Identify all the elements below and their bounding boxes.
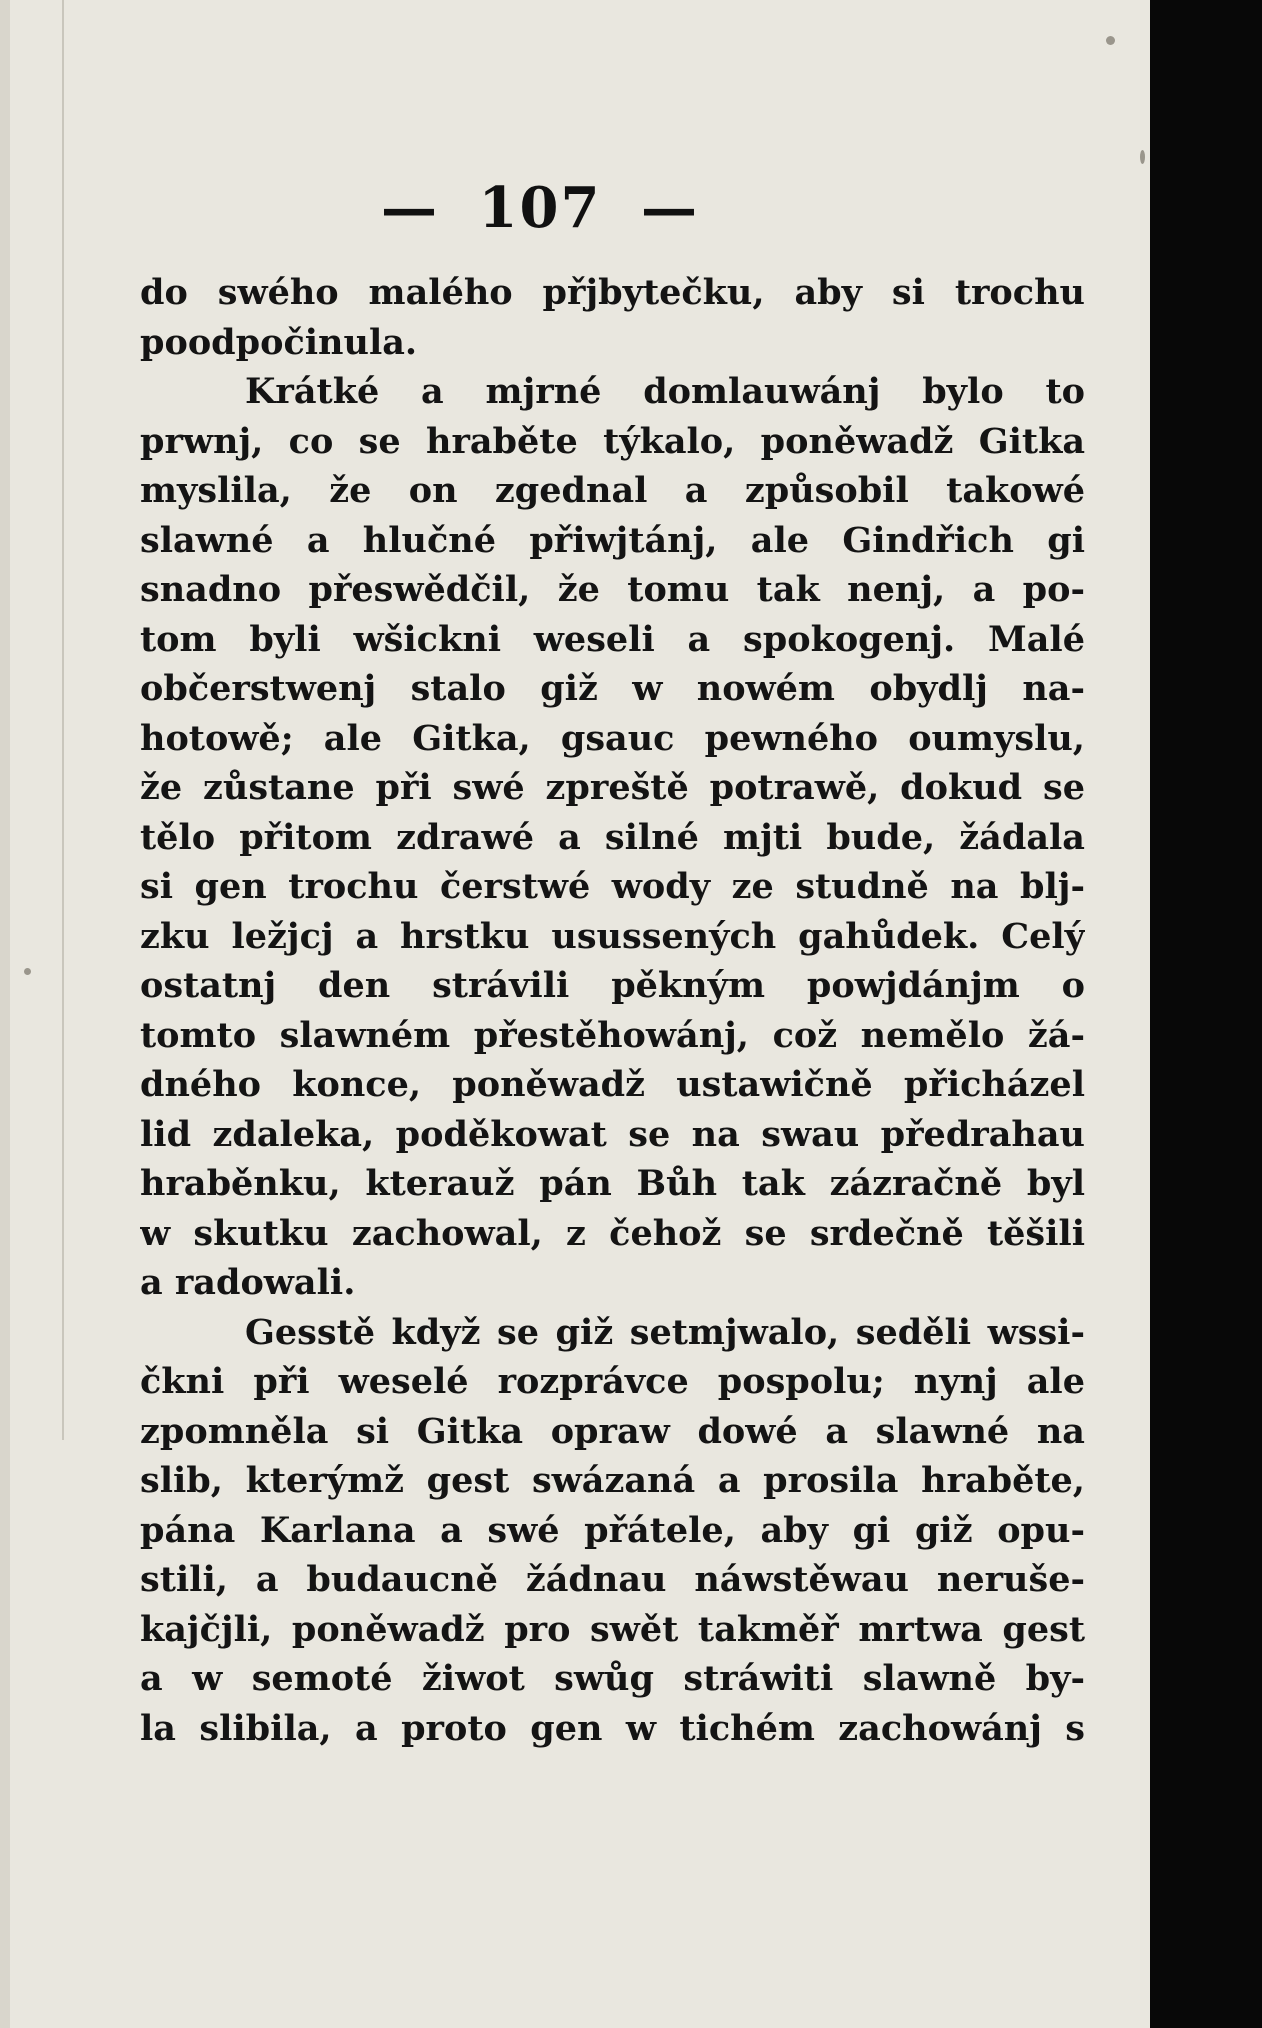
text-line: hraběnku, kterauž pán Bůh tak zázračně byl (140, 1163, 1085, 1204)
text-line: že zůstane při swé zpreště potrawě, dokud se (140, 767, 1085, 808)
text-line: Gesstě když se giž setmjwalo, seděli wssi- (245, 1311, 1085, 1353)
text-line: čkni při weselé rozprávce pospolu; nynj ale (140, 1361, 1085, 1402)
text-line: a radowali. (140, 1262, 356, 1303)
text-line: tomto slawném přestěhowánj, což nemělo žá- (140, 1014, 1085, 1056)
text-line: a w semoté žiwot swůg stráwiti slawně by- (140, 1658, 1085, 1699)
paper-spot (1140, 150, 1145, 164)
text-line: pána Karlana a swé přátele, aby gi giž opu- (140, 1509, 1085, 1551)
page-edge-left (0, 0, 10, 2028)
text-line: hotowě; ale Gitka, gsauc pewného oumyslu, (140, 717, 1085, 759)
page-number: 107 (478, 175, 602, 241)
header-dash-right: — (640, 175, 699, 241)
body-text (140, 268, 1085, 1753)
text-line: dného konce, poněwadž ustawičně přicházel (140, 1064, 1085, 1105)
scan-dark-margin (1150, 0, 1262, 2028)
text-line: slawné a hlučné přiwjtánj, ale Gindřich gi (140, 519, 1085, 561)
text-line: si gen trochu čerstwé wody ze studně na blj- (140, 866, 1085, 907)
text-line: ostatnj den strávili pěkným powjdánjm o (140, 965, 1085, 1006)
text-line: tělo přitom zdrawé a silné mjti bude, žádala (140, 816, 1085, 858)
text-line: zku ležjcj a hrstku usussených gahůdek. Celý (140, 915, 1085, 957)
text-line: lid zdaleka, poděkowat se na swau předrahau (140, 1113, 1085, 1155)
text-line: prwnj, co se hraběte týkalo, poněwadž Gitka (140, 420, 1085, 462)
text-line: la slibila, a proto gen w tichém zachowánj s (140, 1707, 1085, 1749)
page-header (0, 175, 1080, 241)
text-line: slib, kterýmž gest swázaná a prosila hraběte, (140, 1460, 1085, 1501)
text-line: myslila, že on zgednal a způsobil takowé (140, 470, 1085, 511)
text-line: kajčjli, poněwadž pro swět takměř mrtwa gest (140, 1608, 1085, 1650)
text-line: poodpočinula. (140, 321, 418, 363)
paper-spot (1106, 36, 1115, 45)
text-line: w skutku zachowal, z čehož se srdečně těšili (140, 1212, 1085, 1254)
text-line: do swého malého přjbytečku, aby si trochu (140, 272, 1085, 313)
header-dash-left: — (381, 175, 440, 241)
text-line: Krátké a mjrné domlauwánj bylo to (245, 371, 1085, 412)
text-line: snadno přeswědčil, že tomu tak nenj, a po- (140, 569, 1085, 610)
paper-spot (24, 968, 31, 975)
text-line: stili, a budaucně žádnau náwstěwau neruše- (140, 1559, 1085, 1600)
text-line: zpomněla si Gitka opraw dowé a slawné na (140, 1410, 1085, 1452)
text-line: tom byli wšickni weseli a spokogenj. Malé (140, 618, 1085, 660)
text-line: občerstwenj stalo giž w nowém obydlj na- (140, 668, 1085, 709)
